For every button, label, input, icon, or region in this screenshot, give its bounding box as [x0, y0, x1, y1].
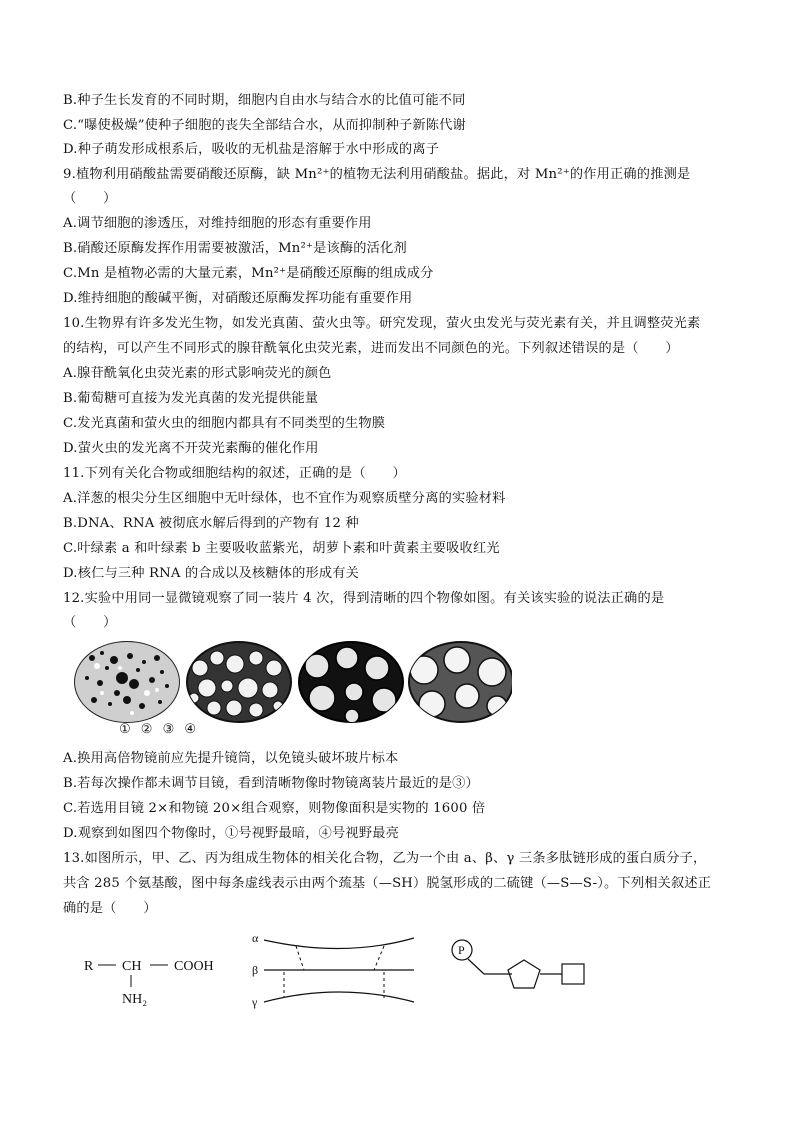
- q11-option-c: C.叶绿素 a 和叶绿素 b 主要吸收蓝紫光，胡萝卜素和叶黄素主要吸收红光: [63, 541, 500, 556]
- phosphate-label: P: [458, 943, 465, 957]
- q13-stem-line2: 共含 285 个氨基酸，图中每条虚线表示由两个巯基（—SH）脱氢形成的二硫键（—S—S-）。下列相关叙述正: [63, 876, 712, 891]
- protein-chains: [251, 931, 414, 1009]
- chain-alpha-label: α: [252, 931, 259, 945]
- q8-option-d: D.种子萌发形成根系后，吸收的无机盐是溶解于水中形成的离子: [63, 142, 440, 157]
- q8-option-c: C.“曝使极燥”使种子细胞的丧失全部结合水，从而抑制种子新陈代谢: [63, 118, 466, 133]
- formula-nh2: NH₂: [122, 992, 148, 1007]
- field-1: [75, 642, 179, 722]
- q9-option-c: C.Mn 是植物必需的大量元素，Mn²⁺是硝酸还原酶的组成成分: [63, 266, 434, 281]
- q8-option-b: B.种子生长发育的不同时期，细胞内自由水与结合水的比值可能不同: [63, 93, 466, 108]
- compound-figure: [84, 930, 624, 1020]
- chain-gamma-label: γ: [252, 995, 258, 1009]
- q11-option-b: B.DNA、RNA 被彻底水解后得到的产物有 12 种: [63, 516, 359, 531]
- field-4: [409, 642, 512, 722]
- field-3: [299, 642, 403, 723]
- q9-stem-line2: （ ）: [63, 191, 117, 206]
- q10-stem-line2: 的结构，可以产生不同形式的腺苷酰氧化虫荧光素，进而发出不同颜色的光。下列叙述错误的是（ ）: [63, 341, 679, 356]
- figure-labels: [119, 722, 202, 737]
- disulfide-bond: [296, 946, 304, 970]
- fig-label-1: ①: [119, 722, 131, 737]
- amino-acid-formula: [84, 959, 214, 1007]
- fig-label-3: ③: [162, 722, 175, 737]
- q10-option-a: A.腺苷酰氧化虫荧光素的形式影响荧光的颜色: [63, 366, 332, 381]
- q9-option-a: A.调节细胞的渗透压，对维持细胞的形态有重要作用: [63, 216, 372, 231]
- pentose-sugar: [508, 960, 540, 988]
- q10-option-d: D.萤火虫的发光离不开荧光素酶的催化作用: [63, 441, 319, 456]
- q11-stem: 11.下列有关化合物或细胞结构的叙述，正确的是（ ）: [63, 466, 406, 481]
- q12-stem-line2: （ ）: [63, 615, 117, 630]
- disulfide-bond: [374, 946, 384, 970]
- fig-label-4: ④: [184, 722, 197, 737]
- chain-gamma: [264, 992, 414, 1002]
- chain-alpha: [264, 938, 414, 949]
- q10-stem-line1: 10.生物界有许多发光生物，如发光真菌、萤火虫等。研究发现，萤火虫发光与荧光素有关，并且调整荧光素: [63, 316, 701, 331]
- nucleotide: [452, 940, 584, 988]
- formula-r: R: [84, 959, 94, 974]
- q10-option-c: C.发光真菌和萤火虫的细胞内都具有不同类型的生物膜: [63, 416, 386, 431]
- q12-option-a: A.换用高倍物镜前应先提升镜筒，以免镜头破坏玻片标本: [63, 751, 399, 766]
- q12-option-c: C.若选用目镜 2×和物镜 20×组合观察，则物像面积是实物的 1600 倍: [63, 801, 486, 816]
- q12-stem-line1: 12.实验中用同一显微镜观察了同一装片 4 次，得到清晰的四个物像如图。有关该实验的说法正确的是: [63, 591, 665, 606]
- q12-option-b: B.若每次操作都未调节目镜，看到清晰物像时物镜离装片最近的是③）: [63, 776, 479, 791]
- q11-option-d: D.核仁与三种 RNA 的合成以及核糖体的形成有关: [63, 566, 360, 581]
- q9-stem-line1: 9.植物利用硝酸盐需要硝酸还原酶，缺 Mn²⁺的植物无法利用硝酸盐。据此，对 Mn²⁺的作用正确的推测是: [63, 167, 691, 182]
- formula-ch: CH: [122, 959, 142, 974]
- nitrogenous-base: [562, 964, 584, 984]
- q9-option-b: B.硝酸还原酶发挥作用需要被激活，Mn²⁺是该酶的活化剂: [63, 241, 407, 256]
- formula-cooh: COOH: [174, 959, 214, 974]
- q12-option-d: D.观察到如图四个物像时，①号视野最暗，④号视野最亮: [63, 826, 399, 841]
- chain-beta-label: β: [252, 963, 259, 977]
- field-2: [187, 642, 291, 722]
- q9-option-d: D.维持细胞的酸碱平衡，对硝酸还原酶发挥功能有重要作用: [63, 291, 413, 306]
- q13-stem-line1: 13.如图所示，甲、乙、丙为组成生物体的相关化合物，乙为一个由 a、β、γ 三条多肽链形成的蛋白质分子，: [63, 851, 707, 866]
- q13-stem-line3: 确的是（ ）: [63, 901, 157, 916]
- q10-option-b: B.葡萄糖可直接为发光真菌的发光提供能量: [63, 391, 319, 406]
- q11-option-a: A.洋葱的根尖分生区细胞中无叶绿体，也不宜作为观察质壁分离的实验材料: [63, 491, 506, 506]
- microscope-figure: [72, 638, 512, 724]
- fig-label-2: ②: [140, 722, 153, 737]
